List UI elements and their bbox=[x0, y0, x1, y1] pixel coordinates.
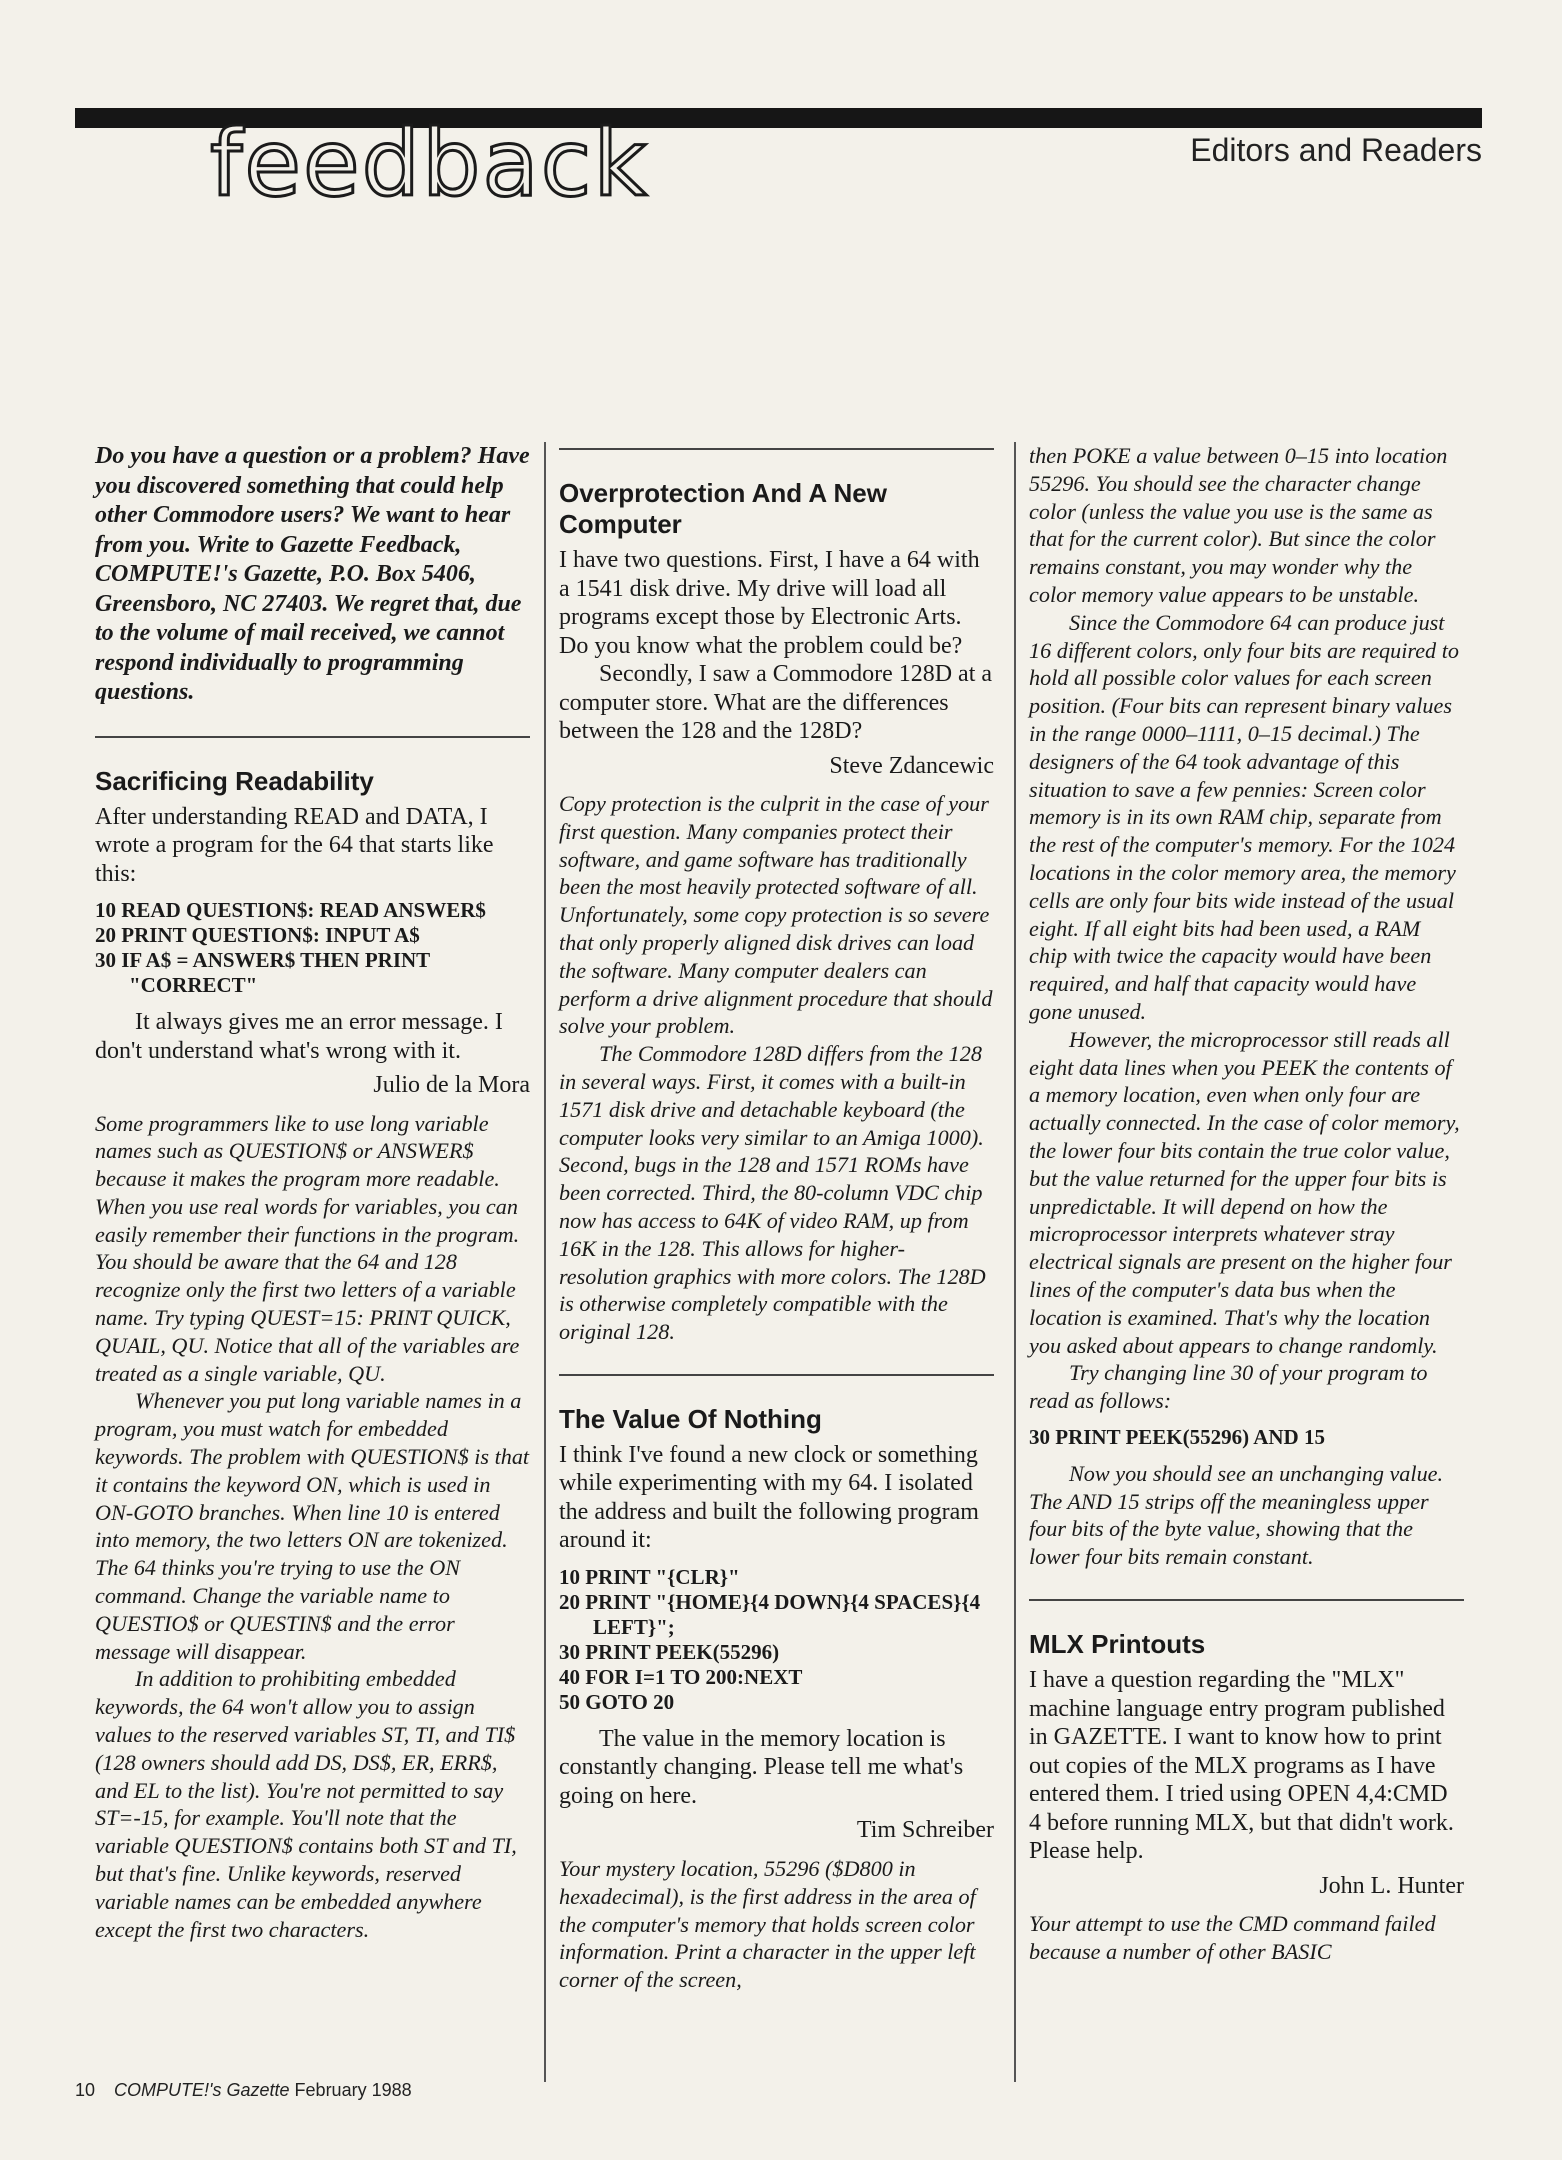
code-line: 10 PRINT "{CLR}" bbox=[559, 1564, 740, 1589]
reply-text: However, the microprocessor still reads all eight data lines when you PEEK the contents of a memory location, even when only four are actually connected. In the case of color memory, the lower four bits contain the true color value, but the value returned for the upper four bits is unpredictable. It will depend on how the microprocessor interprets whatever stray electrical signals are present on the higher four lines of the computer's data bus when the location is examined. That's why the location you asked about appears to change randomly. bbox=[1029, 1026, 1460, 1358]
column-divider bbox=[1014, 442, 1016, 2082]
code-line: 20 PRINT "{HOME}{4 DOWN}{4 SPACES}{4 LEFT}"; bbox=[559, 1589, 981, 1639]
code-line: 30 IF A$ = ANSWER$ THEN PRINT "CORRECT" bbox=[95, 948, 430, 997]
section-subtitle: Editors and Readers bbox=[1190, 132, 1482, 168]
letter-signature: John L. Hunter bbox=[1319, 1872, 1464, 1899]
article-heading: Sacrificing Readability bbox=[95, 765, 374, 796]
reply-text: Since the Commodore 64 can produce just 16 different colors, only four bits are required to hold all possible color values for each screen position. (Four bits can represent binary values in the range 0000–1111, 0–15 decimal.) The designers of the 64 took advantage of this situation to save a few pennies: Screen color memory is in its own RAM chip, separate from the rest of the computer's memory. For the 1024 locations in the color memory area, the memory cells are only four bits wide instead of the usual eight. If all eight bits had been used, a RAM chip with twice the capacity would have been required, and half that capacity would have gone unused. bbox=[1029, 609, 1459, 1024]
code-line: 20 PRINT QUESTION$: INPUT A$ bbox=[95, 923, 420, 947]
letter-signature: Steve Zdancewic bbox=[829, 752, 994, 779]
code-listing bbox=[1029, 1425, 1464, 1450]
code-listing bbox=[559, 1565, 994, 1715]
article-heading: The Value Of Nothing bbox=[559, 1403, 822, 1434]
issue-date: February 1988 bbox=[294, 2080, 412, 2100]
reply-text: Now you should see an unchanging value. The AND 15 strips off the meaningless upper four bits of the byte value, showing that the lower four bits remain constant. bbox=[1029, 1460, 1444, 1570]
reply-text: The Commodore 128D differs from the 128 in several ways. First, it comes with a built-in 1571 disk drive and detachable keyboard (the computer looks very similar to an Amiga 1000). Second, bugs in the 128 and 1571 ROMs have been corrected. Third, the 80-column VDC chip now has access to 64K of video RAM, up from 16K in the 128. This allows for higher-resolution graphics with more colors. The 128D is otherwise completely compatible with the original 128. bbox=[559, 1041, 986, 1345]
code-line: 40 FOR I=1 TO 200:NEXT bbox=[559, 1664, 803, 1689]
intro-text: Do you have a question or a problem? Have you discovered something that could help other Commodore users? We want to hear from you. Write to Gazette Feedback, COMPUTE!'s Gazette, P.O. Box 5406, Greensboro, NC 27403. We regret that, due to the volume of mail received, we cannot respond individually to programming questions. bbox=[95, 443, 530, 705]
column-1 bbox=[95, 442, 530, 1943]
magazine-name: COMPUTE!'s Gazette bbox=[114, 2080, 290, 2100]
letter-text: It always gives me an error message. I don't understand what's wrong with it. bbox=[95, 1009, 503, 1064]
letter-text: I think I've found a new clock or something while experimenting with my 64. I isolated the address and built the following program around it: bbox=[559, 1441, 979, 1554]
code-listing bbox=[95, 898, 530, 998]
reply-text: then POKE a value between 0–15 into location 55296. You should see the character change color (unless the value you use is the same as that for the current color). But since the color remains constant, you may wonder why the color memory value appears to be unstable. bbox=[1029, 443, 1448, 607]
section-divider bbox=[559, 1374, 994, 1376]
section-divider bbox=[1029, 1599, 1464, 1601]
code-line: 30 PRINT PEEK(55296) bbox=[559, 1639, 780, 1664]
column-3 bbox=[1029, 442, 1464, 1966]
letter-text: I have a question regarding the "MLX" machine language entry program published in GAZETTE. I want to know how to print out copies of the MLX programs as I have entered them. I tried using OPEN 4,4:CMD 4 before running MLX, but that didn't work. Please help. bbox=[1029, 1667, 1454, 1865]
article-heading: MLX Printouts bbox=[1029, 1629, 1206, 1660]
letter-text: Secondly, I saw a Commodore 128D at a computer store. What are the differences between the 128 and the 128D? bbox=[559, 661, 993, 744]
reply-text: Some programmers like to use long variable names such as QUESTION$ or ANSWER$ because it makes the program more readable. When you use real words for variables, you can easily remember their functions in the program. You should be aware that the 64 and 128 recognize only the first two letters of a variable name. Try typing QUEST=15: PRINT QUICK, QUAIL, QU. Notice that all of the variables are treated as a single variable, QU. bbox=[95, 1110, 520, 1386]
page-number: 10 bbox=[75, 2080, 96, 2100]
article-heading: Overprotection And A New Computer bbox=[559, 478, 887, 539]
reply-text: In addition to prohibiting embedded keywords, the 64 won't allow you to assign values to the reserved variables ST, TI, and TI$ (128 owners should add DS, DS$, ER, ERR$, and EL to the list). You're not permitted to say ST=-15, for example. You'll note that the variable QUESTION$ contains both ST and TI, but that's fine. Unlike keywords, reserved variable names can be embedded anywhere except the first two characters. bbox=[95, 1666, 517, 1942]
section-divider bbox=[559, 448, 994, 450]
letter-text: After understanding READ and DATA, I wrote a program for the 64 that starts like this: bbox=[95, 803, 494, 887]
section-divider bbox=[95, 736, 530, 738]
reply-text: Try changing line 30 of your program to read as follows: bbox=[1029, 1360, 1428, 1414]
code-line: 10 READ QUESTION$: READ ANSWER$ bbox=[95, 898, 486, 922]
reply-text: Copy protection is the culprit in the case of your first question. Many companies protect their software, and game software has traditionally been the most heavily protected software of all. Unfortunately, some copy protection is so severe that only properly aligned disk drives can load the software. Many computer dealers can perform a drive alignment procedure that should solve your problem. bbox=[559, 791, 993, 1039]
letter-text: The value in the memory location is constantly changing. Please tell me what's going on here. bbox=[559, 1725, 964, 1809]
reply-text: Your attempt to use the CMD command failed because a number of other BASIC bbox=[1029, 1911, 1436, 1964]
code-line: 30 PRINT PEEK(55296) AND 15 bbox=[1029, 1424, 1325, 1449]
masthead-title: feedback bbox=[210, 110, 649, 217]
letter-text: I have two questions. First, I have a 64 with a 1541 disk drive. My drive will load all programs except those by Electronic Arts. Do you know what the problem could be? bbox=[559, 547, 980, 659]
reply-text: Your mystery location, 55296 ($D800 in hexadecimal), is the first address in the area of the computer's memory that holds screen color information. Print a character in the upper left corner of the screen, bbox=[559, 1855, 976, 1993]
code-line: 50 GOTO 20 bbox=[559, 1689, 675, 1714]
letter-signature: Julio de la Mora bbox=[373, 1072, 530, 1098]
letter-signature: Tim Schreiber bbox=[856, 1817, 994, 1844]
column-2 bbox=[559, 442, 994, 1994]
reply-text: Whenever you put long variable names in a program, you must watch for embedded keywords. The problem with QUESTION$ is that it contains the keyword ON, which is used in ON-GOTO branches. When line 10 is entered into memory, the two letters ON are tokenized. The 64 thinks you're trying to use the ON command. Change the variable name to QUESTIO$ or QUESTIN$ and the error message will disappear. bbox=[95, 1388, 530, 1664]
column-divider bbox=[544, 442, 546, 2082]
page-footer bbox=[75, 2080, 412, 2101]
